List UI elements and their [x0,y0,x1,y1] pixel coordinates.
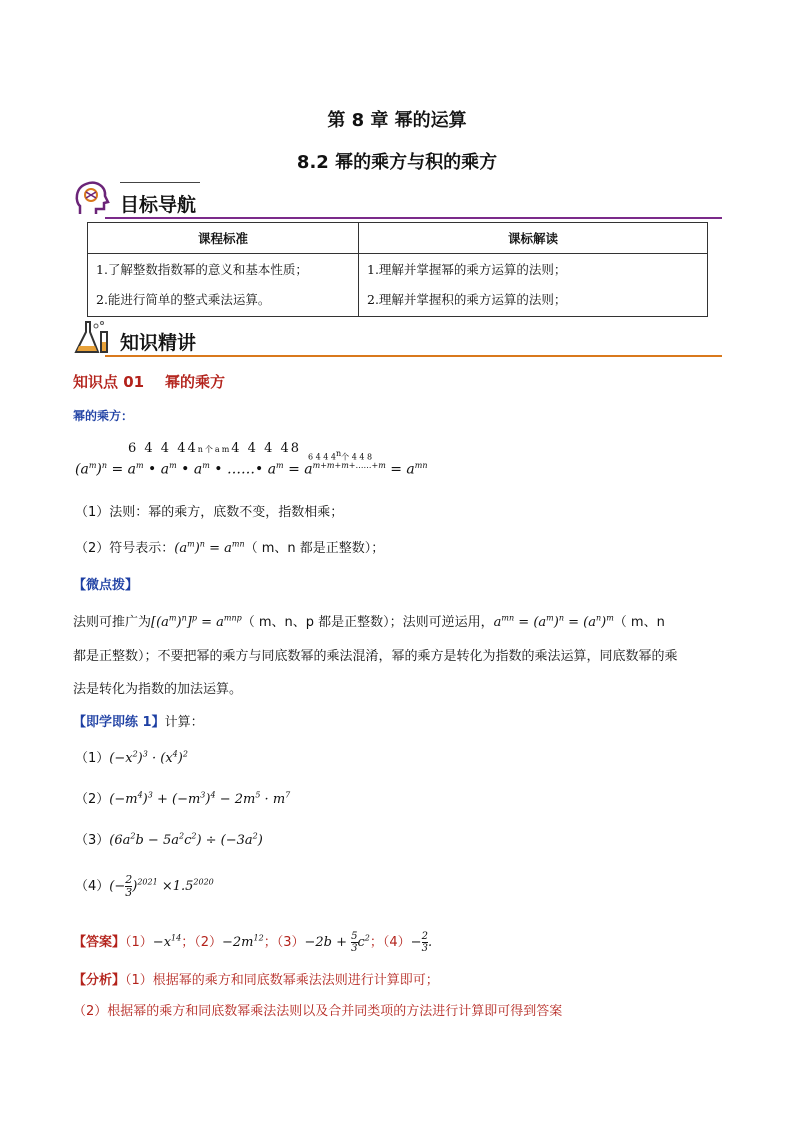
section-title: 8.2 幂的乘方与积的乘方 [296,152,498,173]
problem-expression: $(-m^4)^3 + (-m^3)^4 - 2m^5 \cdot m^7$ [109,790,291,807]
answer-line [73,931,432,954]
problem-number: （1） [75,751,110,766]
problem-number: （3） [75,833,110,848]
nav-divider [105,217,722,219]
table-header: 课程标准 [88,223,359,254]
practice-line [73,711,204,730]
problem-3 [75,829,263,848]
tip-label: 【微点拨】 [73,578,139,593]
table-cell [359,254,708,317]
answer-value: −2b + $\frac{5}{3}$ $c^2$ [304,931,370,954]
tip-formula: $a^{mn} = (a^m)^n = (a^n)^m$ [493,613,614,630]
analysis-line-2: （2）根据幂的乘方和同底数幂乘法法则以及合并同类项的方法进行计算即可得到答案 [73,1004,563,1019]
answer-part: ；（2） [181,935,222,950]
analysis-line-1 [73,969,439,988]
knowledge-heading: 知识精讲 [120,332,197,354]
symbol-suffix: （ m、n 都是正整数）； [244,541,385,556]
answer-part: ；（4） [369,935,411,950]
tip-text: 法则可推广为 [73,615,152,630]
problem-expression: $(6a^2b - 5a^2c^2) \div (-3a^2)$ [109,831,263,848]
chapter-title: 第 8 章 幂的运算 [327,110,467,131]
problem-expression: (− $\frac{2}{3}$ )$^{2021} \times 1.5^{2020}$ [109,873,214,899]
problem-1 [75,747,188,766]
list-item: 2.理解并掌握积的乘方运算的法则； [367,292,567,307]
power-label: 幂的乘方： [73,409,134,423]
tip-line-2: 都是正整数）；不要把幂的乘方与同底数幂的乘法混淆，幂的乘方是转化为指数的乘法运算，同底数幂的乘 [73,649,678,664]
list-item: 1.了解整数指数幂的意义和基本性质； [96,262,308,277]
answer-part: （1） [125,935,153,950]
overbrace-digits-small: 6 4 4 4$^n$个 4 4 8 [308,449,373,462]
problem-2 [75,788,290,807]
problem-number: （2） [75,792,110,807]
rule-text: （1）法则：幂的乘方，底数不变，指数相乘； [75,505,344,520]
answer-value: $-2m^{12}$ [222,933,264,950]
answer-part: ；（3） [263,935,305,950]
knowledge-point-title: 知识点 01 幂的乘方 [73,373,225,391]
tip-formula: $[(a^m)^n]^p = a^{mnp}$ [151,613,242,630]
symbol-formula: $(a^m)^n = a^{mn}$ [174,539,245,556]
answer-label: 【答案】 [73,935,126,950]
tip-line-3: 法是转化为指数的加法运算。 [73,682,243,697]
standards-table [87,222,708,317]
table-cell [88,254,359,317]
knowledge-divider [105,355,722,357]
problem-number: （4） [75,879,110,894]
answer-value: − $\frac{2}{3}$ . [410,931,433,954]
table-header: 课标解读 [359,223,708,254]
list-item: 1.理解并掌握幂的乘方运算的法则； [367,262,567,277]
symbol-prefix: （2）符号表示： [75,541,175,556]
list-item: 2.能进行简单的整式乘法运算。 [96,292,271,307]
nav-heading: 目标导航 [120,194,197,216]
tip-line-1 [73,611,665,630]
symbol-line [75,537,384,556]
answer-value: $-x^{14}$ [152,933,182,950]
practice-text: 计算： [164,715,204,730]
power-formula: $(a^m)^n = a^m$ • $a^m$ • $a^m$ • ……• $a^m = a^{m+m+m+\dots\dots+m} = a^{mn}$ [75,461,428,478]
analysis-text: （1）根据幂的乘方和同底数幂乘法法则进行计算即可； [125,973,439,988]
problem-expression: $(-x^2)^3 \cdot (x^4)^2$ [109,749,188,766]
tip-text: （ m、n、p 都是正整数）；法则可逆运用， [241,615,494,630]
tip-text: （ m、n [613,615,665,630]
analysis-label: 【分析】 [73,973,126,988]
problem-4 [75,874,214,899]
flask-icon [72,318,112,356]
brain-head-icon [72,178,112,218]
practice-label: 【即学即练 1】 [73,715,165,730]
overbrace-digits: 6 4 4 44n个am4 4 4 48 [128,441,302,456]
